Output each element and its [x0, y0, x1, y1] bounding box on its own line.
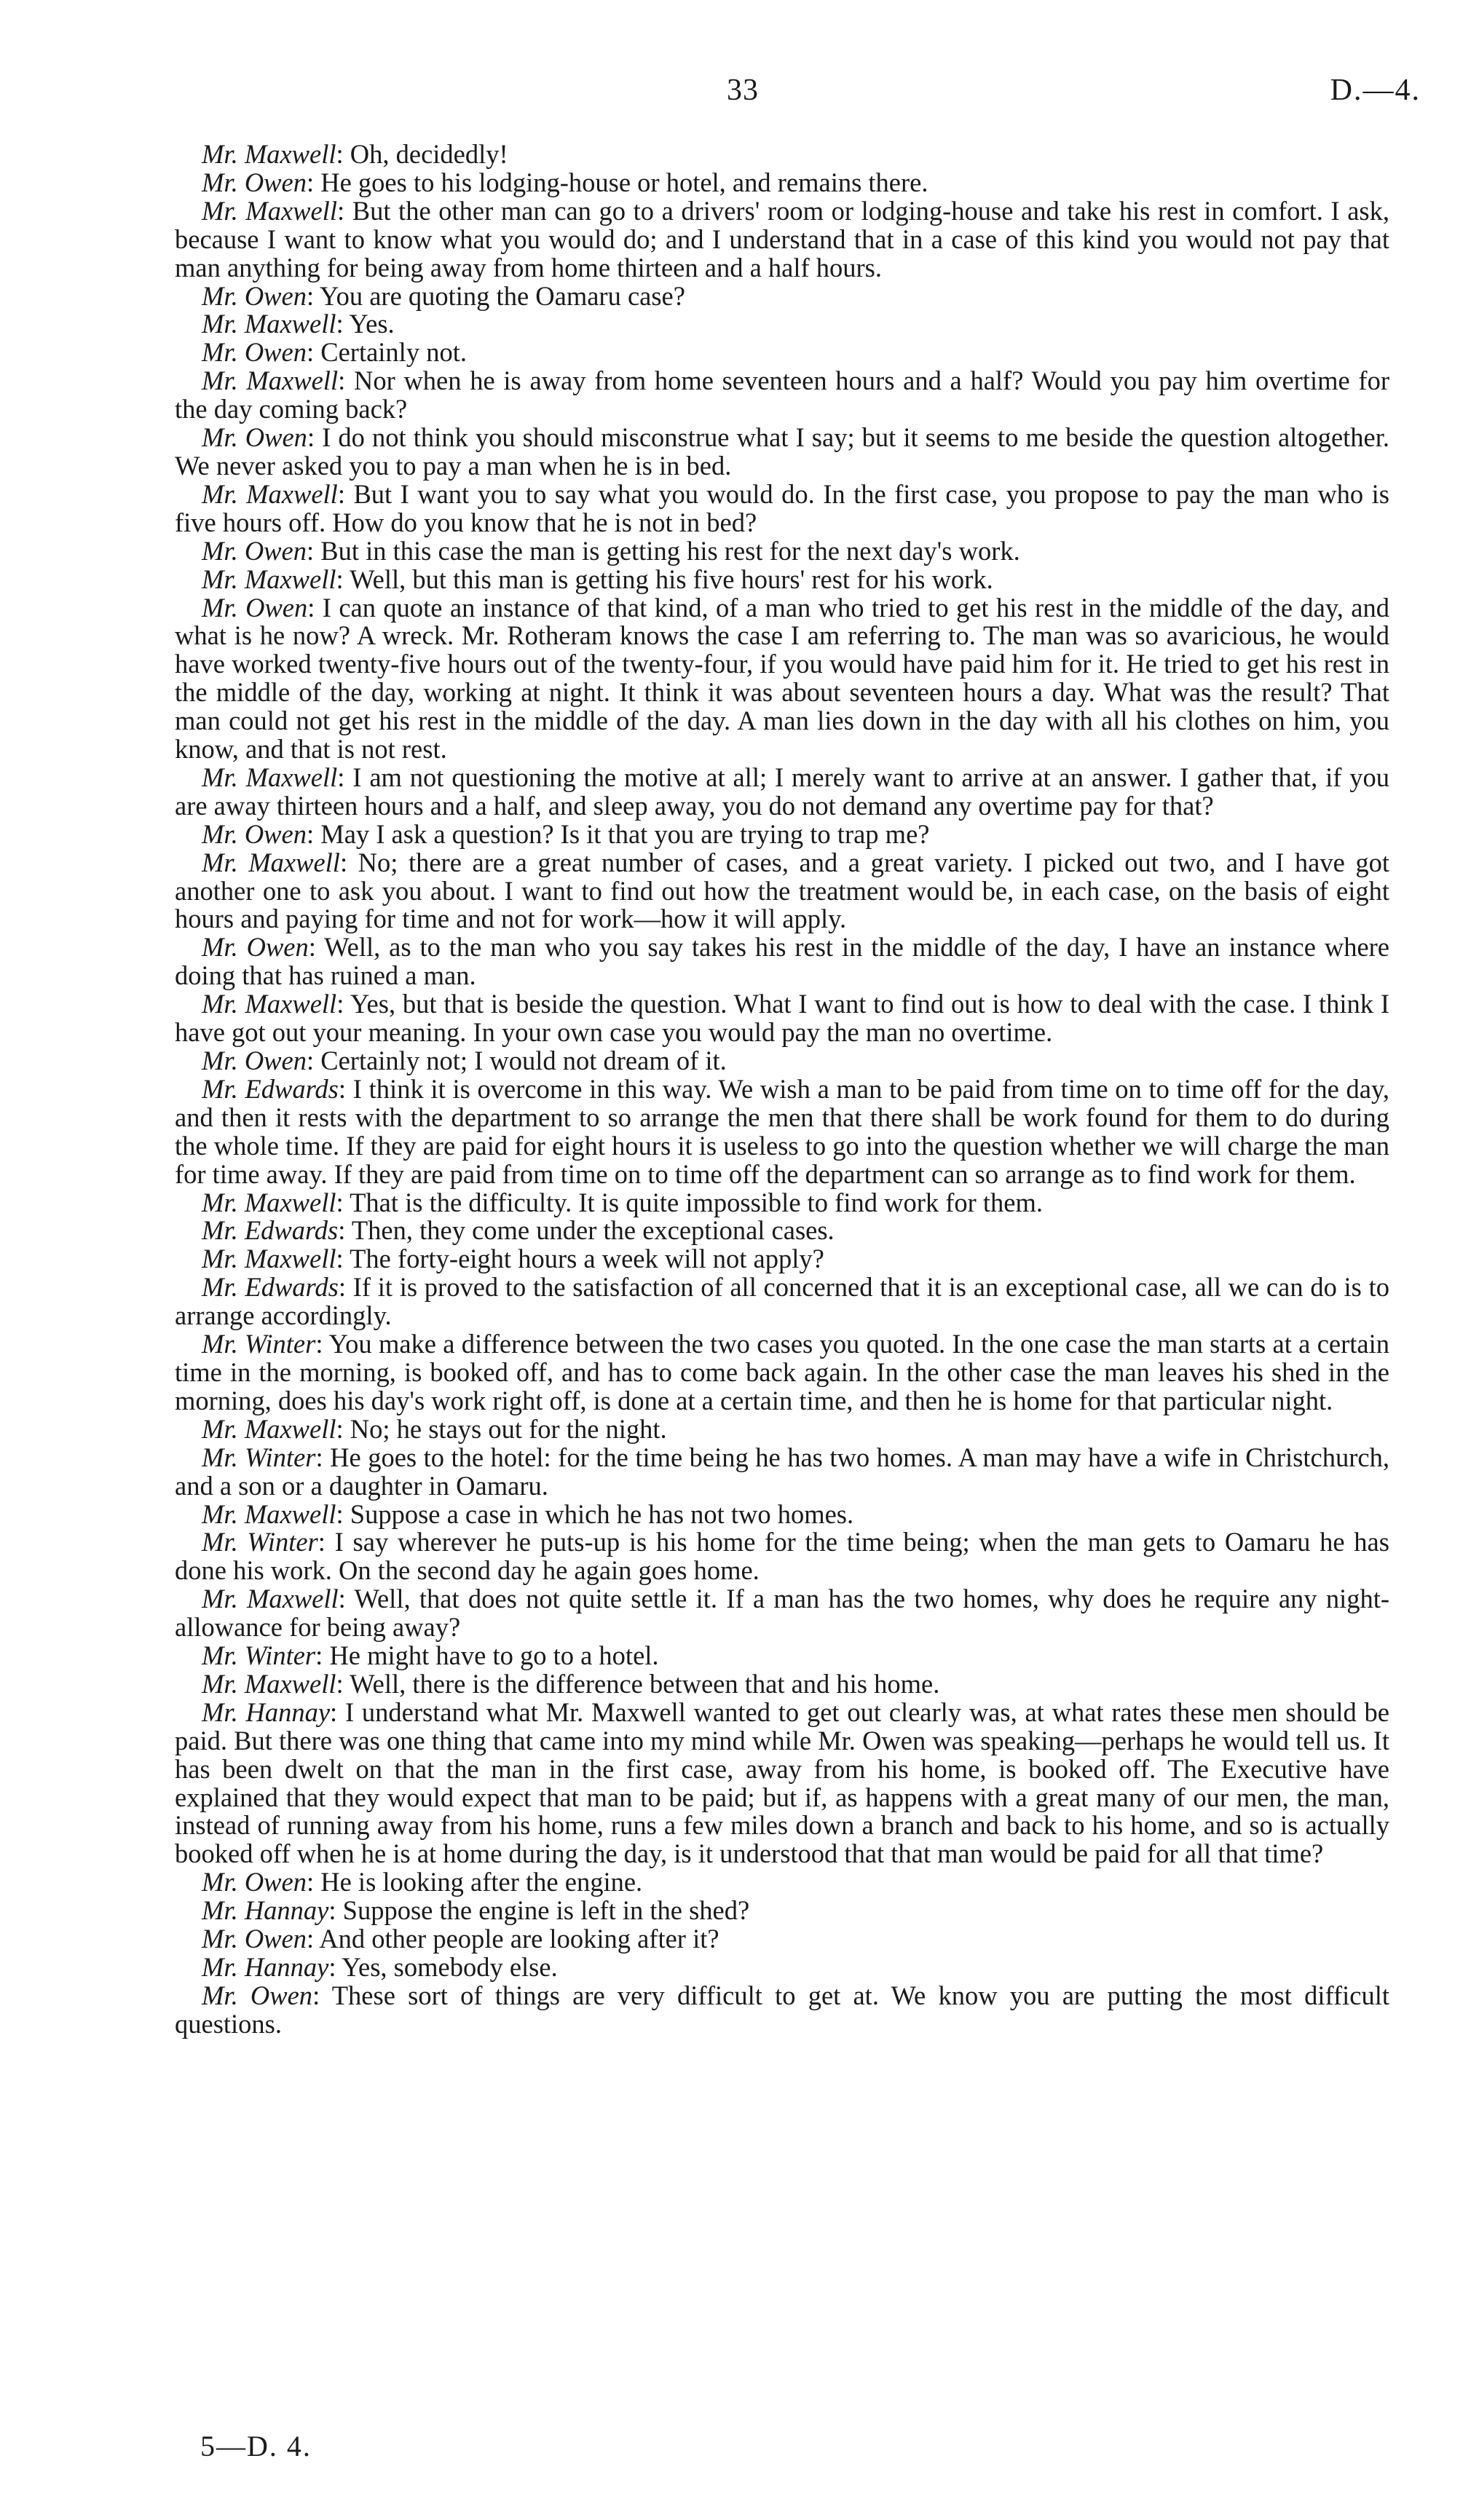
speaker-separator: : — [315, 1329, 329, 1359]
transcript-paragraph — [175, 1699, 1389, 1868]
transcript-paragraph — [175, 1982, 1389, 2039]
speech-text: I understand what Mr. Maxwell wanted to get out clearly was, at what rates these men should be paid. But there was one thing that came into my mind while Mr. Owen was speaking—perhaps he would tell us. It has been dwelt on that the man in the first case, away from his home, is booked off. The Executive have explained that they would expect that man to be paid; but if, as happens with a great many of our men, the man, instead of running away from his home, runs a few miles down a branch and back to his home, and so is actually booked off when he is at home during the day, is it understood that that man would be paid for all that time? — [175, 1697, 1389, 1869]
transcript-paragraph — [175, 197, 1389, 283]
transcript-paragraph — [175, 1217, 1389, 1245]
speaker-name: Mr. Owen — [202, 280, 307, 311]
speaker-name: Mr. Owen — [202, 818, 307, 849]
speech-text: Certainly not; I would not dream of it. — [320, 1046, 727, 1075]
speaker-separator: : — [306, 1046, 321, 1075]
speaker-name: Mr. Maxwell — [202, 1668, 336, 1699]
speech-text: Oh, decidedly! — [350, 139, 508, 169]
speaker-name: Mr. Maxwell — [202, 195, 337, 226]
speaker-separator: : — [328, 1952, 342, 1982]
speech-text: Well, that does not quite settle it. If a man has the two homes, why does he require any night-allowance for being away? — [175, 1584, 1390, 1643]
speaker-separator: : — [338, 1215, 352, 1246]
transcript-paragraph — [175, 1585, 1389, 1642]
speaker-name: Mr. Owen — [202, 1867, 307, 1897]
speech-text: Suppose the engine is left in the shed? — [342, 1895, 750, 1926]
speaker-name: Mr. Owen — [202, 535, 307, 566]
transcript-paragraph — [175, 849, 1389, 934]
speaker-separator: : — [307, 592, 323, 623]
speaker-name: Mr. Maxwell — [202, 1244, 336, 1274]
speaker-name: Mr. Hannay — [202, 1697, 331, 1727]
speech-text: If it is proved to the satisfaction of all concerned that it is an exceptional case, all we can do is to arrange accordingly. — [175, 1272, 1389, 1331]
speech-text: Well, but this man is getting his five hours' rest for his work. — [350, 564, 993, 594]
speaker-name: Mr. Maxwell — [202, 1584, 339, 1614]
speaker-separator: : — [337, 478, 354, 509]
transcript-paragraph — [175, 169, 1389, 197]
transcript-paragraph — [175, 990, 1389, 1047]
transcript-paragraph — [175, 594, 1389, 764]
transcript-paragraph — [175, 141, 1389, 169]
speech-text: That is the difficulty. It is quite impossible to find work for them. — [350, 1187, 1044, 1217]
speech-text: Yes. — [349, 309, 395, 339]
transcript-paragraph — [175, 339, 1389, 367]
speaker-name: Mr. Winter — [202, 1527, 318, 1557]
speech-text: He is looking after the engine. — [320, 1867, 643, 1897]
speech-text: I think it is overcome in this way. We wish a man to be paid from time on to time off for the day, and then it rests with the department to so arrange the men that there shall be work found for them to do during the whole time. If they are paid for eight hours it is useless to go into the question whether we will charge the man for time away. If they are paid from time on to time off the department can so arrange as to find work for them. — [175, 1073, 1389, 1189]
speaker-separator: : — [308, 932, 325, 963]
speech-text: No; he stays out for the night. — [350, 1413, 667, 1444]
speech-text: Yes, but that is beside the question. What I want to find out is how to deal with the case. I think I have got out your meaning. In your own case you would pay the man no overtime. — [175, 989, 1390, 1048]
speaker-name: Mr. Owen — [202, 337, 307, 368]
speaker-name: Mr. Owen — [202, 167, 307, 197]
speaker-separator: : — [306, 337, 321, 368]
speech-text: May I ask a question? Is it that you are trying to trap me? — [320, 818, 930, 849]
speech-text: I do not think you should misconstrue what I say; but it seems to me beside the question altogether. We never asked you to pay a man when he is in bed. — [175, 422, 1389, 481]
transcript-paragraph — [175, 1189, 1389, 1217]
speech-text: But I want you to say what you would do. In the first case, you propose to pay the man who is five hours off. How do you know that he is not in bed? — [175, 478, 1389, 537]
speaker-separator: : — [307, 422, 323, 453]
transcript-paragraph — [175, 280, 1389, 311]
speaker-separator: : — [336, 139, 350, 169]
speaker-name: Mr. Maxwell — [202, 847, 340, 877]
speaker-name: Mr. Maxwell — [202, 564, 336, 594]
speech-text: He might have to go to a hotel. — [329, 1640, 659, 1671]
speech-text: You make a difference between the two cases you quoted. In the one case the man starts at a certain time in the morning, is booked off, and has to come back again. In the other case the man leaves his shed in the morning, does his day's work right off, is done at a certain time, and then he is home for that particular night. — [175, 1329, 1389, 1415]
speaker-name: Mr. Maxwell — [202, 1413, 336, 1444]
speaker-name: Mr. Hannay — [202, 1952, 329, 1982]
transcript-paragraph — [175, 478, 1389, 537]
transcript-paragraph — [175, 1897, 1389, 1925]
speaker-separator: : — [306, 818, 321, 849]
speaker-separator: : — [315, 1640, 330, 1671]
speaker-separator: : — [338, 366, 354, 396]
transcript-paragraph — [175, 1245, 1389, 1273]
transcript-paragraph — [175, 1642, 1389, 1670]
speaker-separator: : — [336, 1668, 350, 1699]
speech-text: He goes to his lodging-house or hotel, and remains there. — [320, 167, 928, 197]
speech-text: But in this case the man is getting his rest for the next day's work. — [320, 535, 1020, 566]
speaker-name: Mr. Owen — [202, 932, 309, 963]
transcript-paragraph — [175, 1925, 1389, 1954]
speaker-name: Mr. Maxwell — [202, 762, 338, 792]
speaker-name: Mr. Edwards — [202, 1272, 339, 1303]
speaker-separator: : — [306, 1924, 320, 1954]
speech-text: And other people are looking after it? — [319, 1924, 719, 1954]
transcript-paragraph — [175, 1528, 1389, 1585]
speaker-separator: : — [338, 1584, 355, 1614]
speaker-separator: : — [336, 309, 350, 339]
speech-text: Then, they come under the exceptional cases. — [351, 1215, 835, 1246]
speaker-separator: : — [338, 1073, 353, 1104]
speaker-separator: : — [336, 1187, 350, 1217]
speech-text: I can quote an instance of that kind, of a man who tried to get his rest in the middle of the day, and what is he now? A wreck. Mr. Rotheram knows the case I am referring to. The man was so avaricious, he would have worked twenty-five hours out of the twenty-four, if you would have paid him for it. He tried to get his rest in the middle of the day, working at night. It think it was about seventeen hours a day. What was the result? That man could not get his rest in the middle of the day. A man lies down in the day with all his clothes on him, you know, and that is not rest. — [175, 592, 1389, 765]
transcript-paragraph — [175, 1444, 1389, 1501]
speaker-name: Mr. Maxwell — [202, 989, 337, 1019]
speaker-name: Mr. Hannay — [202, 1895, 329, 1926]
printer-signature: 5—D. 4. — [200, 2430, 312, 2462]
transcript-paragraph — [175, 1498, 1389, 1529]
speech-text: He goes to the hotel: for the time being he has two homes. A man may have a wife in Christchurch, and a son or a daughter in Oamaru. — [175, 1442, 1389, 1501]
speaker-name: Mr. Maxwell — [202, 478, 338, 509]
transcript-paragraph — [175, 537, 1389, 566]
speech-text: Yes, somebody else. — [342, 1952, 558, 1982]
speaker-name: Mr. Maxwell — [202, 309, 336, 339]
page-number: 33 — [727, 74, 759, 107]
speaker-name: Mr. Owen — [202, 1924, 307, 1954]
speaker-separator: : — [312, 1980, 332, 2010]
transcript-paragraph — [175, 1330, 1389, 1415]
transcript-paragraph — [175, 1047, 1389, 1075]
speech-text: I say wherever he puts-up is his home for the time being; when the man gets to Oamaru he has done his work. On the second day he again goes home. — [175, 1527, 1389, 1586]
speaker-name: Mr. Maxwell — [202, 139, 336, 169]
speaker-separator: : — [306, 167, 321, 197]
speaker-name: Mr. Owen — [202, 1046, 307, 1075]
speech-text: No; there are a great number of cases, and a great variety. I picked out two, and I have got another one to ask you about. I want to find out how the treatment would be, in each case, on the basis of eight hours and paying for time and not for work—how it will apply. — [175, 847, 1389, 934]
transcript-paragraph — [175, 1075, 1389, 1189]
speech-text: You are quoting the Oamaru case? — [319, 280, 685, 311]
speaker-separator: : — [336, 564, 350, 594]
speaker-name: Mr. Edwards — [202, 1215, 339, 1246]
transcript-paragraph — [175, 764, 1389, 821]
speaker-separator: : — [339, 847, 358, 877]
transcript-paragraph — [175, 310, 1389, 339]
speaker-name: Mr. Owen — [202, 592, 308, 623]
speech-text: The forty-eight hours a week will not apply? — [350, 1244, 824, 1274]
speech-text: Certainly not. — [320, 337, 467, 368]
speaker-separator: : — [306, 280, 320, 311]
document-reference: D.—4. — [1330, 74, 1421, 107]
transcript-paragraph — [175, 566, 1389, 594]
speaker-name: Mr. Winter — [202, 1442, 316, 1472]
speech-text: Suppose a case in which he has not two homes. — [350, 1498, 854, 1529]
speech-text: Well, as to the man who you say takes his rest in the middle of the day, I have an instance where doing that has ruined a man. — [175, 932, 1390, 991]
speaker-separator: : — [306, 1867, 321, 1897]
speech-text: But the other man can go to a drivers' room or lodging-house and take his rest in comfort. I ask, because I want to know what you would do; and I understand that in a case of this kind you would not pay that man anything for being away from home thirteen and a half hours. — [175, 195, 1389, 283]
speaker-name: Mr. Maxwell — [202, 1498, 336, 1529]
speaker-separator: : — [337, 762, 353, 792]
speaker-separator: : — [338, 1272, 353, 1303]
transcript-paragraph — [175, 818, 1389, 849]
speaker-separator: : — [328, 1895, 343, 1926]
speaker-separator: : — [336, 1413, 350, 1444]
transcript-paragraph — [175, 1415, 1389, 1444]
speech-text: Well, there is the difference between that and his home. — [350, 1668, 940, 1699]
speaker-name: Mr. Owen — [202, 422, 307, 453]
speaker-separator: : — [336, 195, 352, 226]
speaker-name: Mr. Edwards — [202, 1073, 339, 1104]
speaker-name: Mr. Maxwell — [202, 1187, 336, 1217]
transcript-paragraph — [175, 1670, 1389, 1699]
transcript-paragraph — [175, 933, 1389, 990]
speaker-separator: : — [306, 535, 321, 566]
transcript-paragraph — [175, 367, 1389, 424]
speaker-separator: : — [330, 1697, 345, 1727]
speaker-separator: : — [336, 1498, 350, 1529]
transcript-paragraph — [175, 1868, 1389, 1897]
transcript-paragraph — [175, 1954, 1389, 1982]
speaker-separator: : — [315, 1442, 331, 1472]
speech-text: Nor when he is away from home seventeen hours and a half? Would you pay him overtime for the day coming back? — [175, 366, 1389, 424]
speaker-name: Mr. Winter — [202, 1640, 316, 1671]
speaker-name: Mr. Maxwell — [202, 366, 339, 396]
transcript-paragraph — [175, 424, 1389, 481]
transcript-body — [175, 141, 1389, 2039]
speaker-name: Mr. Winter — [202, 1329, 316, 1359]
speech-text: These sort of things are very difficult to get at. We know you are putting the most difficult questions. — [175, 1980, 1390, 2039]
speaker-separator: : — [336, 989, 350, 1019]
speech-text: I am not questioning the motive at all; I merely want to arrive at an answer. I gather that, if you are away thirteen hours and a half, and sleep away, you do not demand any overtime pay for that? — [175, 762, 1390, 821]
transcript-paragraph — [175, 1273, 1389, 1330]
speaker-name: Mr. Owen — [202, 1980, 313, 2010]
speaker-separator: : — [318, 1527, 335, 1557]
speaker-separator: : — [336, 1244, 350, 1274]
